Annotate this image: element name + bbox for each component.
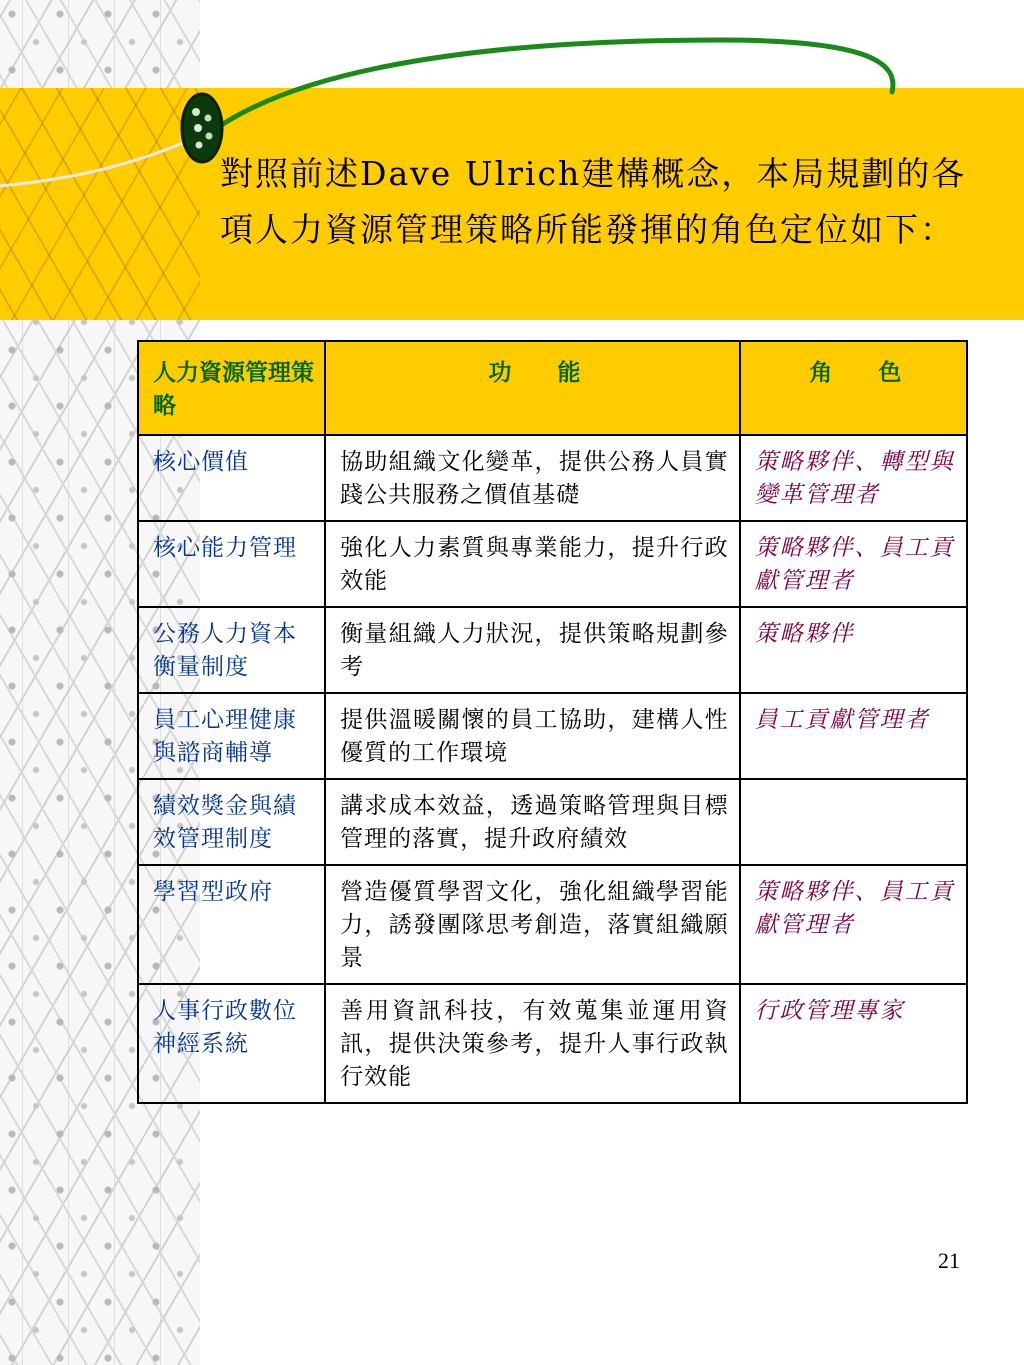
header-strategy: 人力資源管理策略 (138, 341, 325, 435)
cell-strategy: 績效獎金與績效管理制度 (138, 779, 325, 865)
cell-role: 策略夥伴、員工貢獻管理者 (740, 521, 967, 607)
cell-strategy: 學習型政府 (138, 865, 325, 984)
table-header-row (138, 341, 967, 435)
cell-role (740, 779, 967, 865)
cell-strategy: 員工心理健康與諮商輔導 (138, 693, 325, 779)
cell-function: 強化人力素質與專業能力，提升行政效能 (325, 521, 740, 607)
cell-role: 員工貢獻管理者 (740, 693, 967, 779)
cell-role: 行政管理專家 (740, 984, 967, 1103)
header-role: 角 色 (740, 341, 967, 435)
cell-strategy: 核心能力管理 (138, 521, 325, 607)
cell-strategy: 人事行政數位神經系統 (138, 984, 325, 1103)
cell-role: 策略夥伴、員工貢獻管理者 (740, 865, 967, 984)
cell-function: 衡量組織人力狀況，提供策略規劃參考 (325, 607, 740, 693)
cell-strategy: 公務人力資本衡量制度 (138, 607, 325, 693)
table-row (138, 521, 967, 607)
cell-function: 協助組織文化變革，提供公務人員實踐公共服務之價值基礎 (325, 435, 740, 521)
table-row (138, 607, 967, 693)
cell-function: 善用資訊科技，有效蒐集並運用資訊，提供決策參考，提升人事行政執行效能 (325, 984, 740, 1103)
header-function: 功 能 (325, 341, 740, 435)
table-row (138, 984, 967, 1103)
strategy-role-table (137, 340, 968, 1104)
cell-function: 講求成本效益，透過策略管理與目標管理的落實，提升政府績效 (325, 779, 740, 865)
table-row (138, 435, 967, 521)
page-number: 21 (938, 1248, 960, 1273)
cell-role: 策略夥伴 (740, 607, 967, 693)
table-row (138, 865, 967, 984)
table-row (138, 693, 967, 779)
table-row (138, 779, 967, 865)
cell-function: 營造優質學習文化，強化組織學習能力，誘發團隊思考創造，落實組織願景 (325, 865, 740, 984)
intro-text: 對照前述Dave Ulrich建構概念，本局規劃的各項人力資源管理策略所能發揮的角色定位如下： (220, 154, 967, 249)
cell-function: 提供溫暖關懷的員工協助，建構人性優質的工作環境 (325, 693, 740, 779)
cell-role: 策略夥伴、轉型與變革管理者 (740, 435, 967, 521)
orb-icon (182, 94, 222, 162)
cell-strategy: 核心價值 (138, 435, 325, 521)
